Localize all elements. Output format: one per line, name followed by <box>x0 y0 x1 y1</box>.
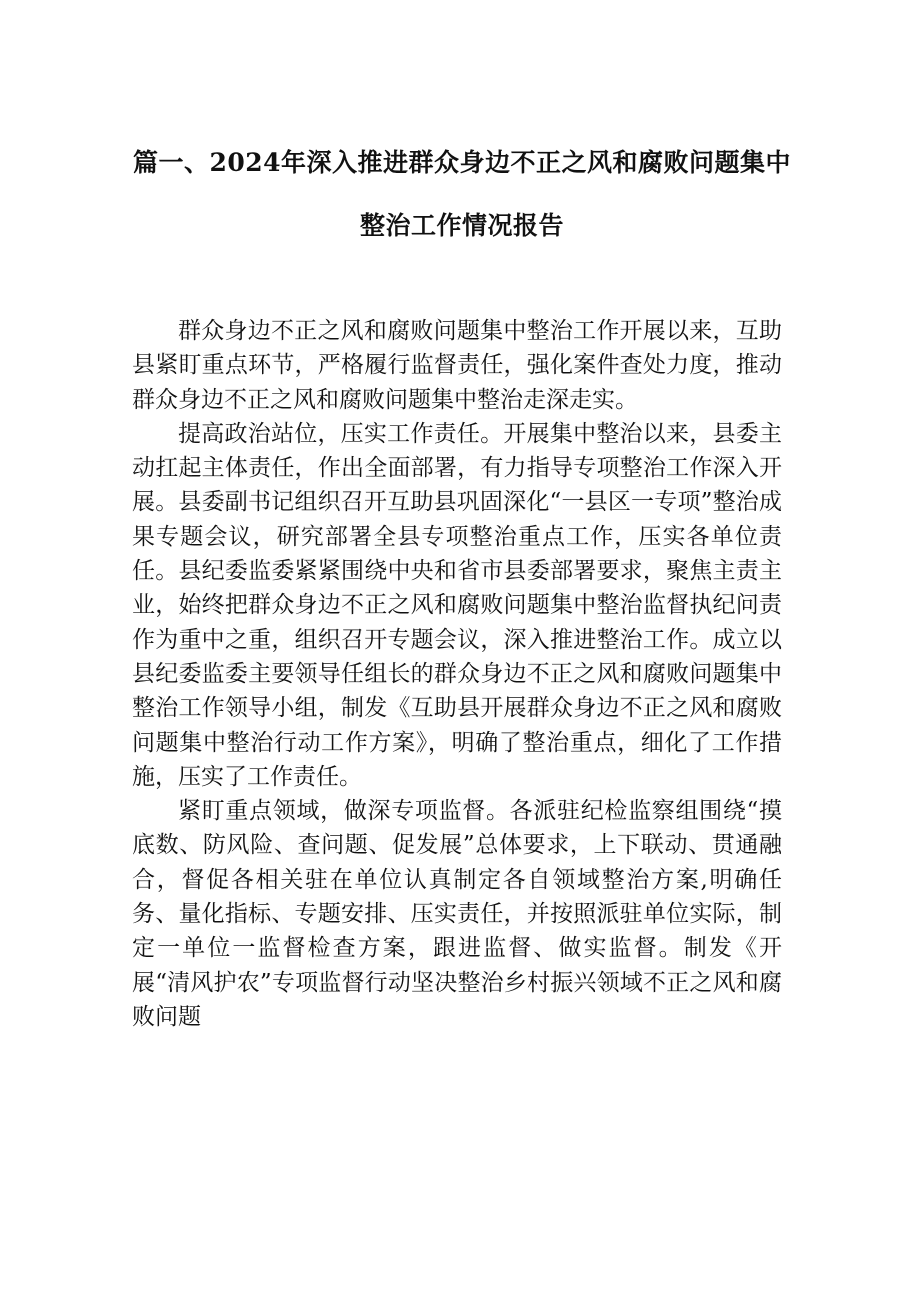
paragraph-intro: 群众身边不正之风和腐败问题集中整治工作开展以来，互助县紧盯重点环节，严格履行监督责任，强化案件查处力度，推动群众身边不正之风和腐败问题集中整治走深走实。 <box>132 318 782 413</box>
document-body <box>132 314 782 1034</box>
document-title-line-2: 整治工作情况报告 <box>359 211 564 240</box>
paragraph-key-areas: 紧盯重点领域，做深专项监督。各派驻纪检监察组围绕“摸底数、防风险、查问题、促发展”总体要求，上下联动、贯通融合，督促各相关驻在单位认真制定各自领域整治方案,明确任务、量化指标、专题安排、压实责任，并按照派驻单位实际，制定一单位一监督检查方案，跟进监督、做实监督。制发《开展“清风护农”专项监督行动坚决整治乡村振兴领域不正之风和腐败问题 <box>132 798 782 1030</box>
document-title-line-1: 篇一、2024年深入推进群众身边不正之风和腐败问题集中 <box>132 148 792 177</box>
paragraph-political-stance: 提高政治站位，压实工作责任。开展集中整治以来，县委主动扛起主体责任，作出全面部署，有力指导专项整治工作深入开展。县委副书记组织召开互助县巩固深化“一县区一专项”整治成果专题会议，研究部署全县专项整治重点工作，压实各单位责任。县纪委监委紧紧围绕中央和省市县委部署要求，聚焦主责主业，始终把群众身边不正之风和腐败问题集中整治监督执纪问责作为重中之重，组织召开专题会议，深入推进整治工作。成立以县纪委监委主要领导任组长的群众身边不正之风和腐败问题集中整治工作领导小组，制发《互助县开展群众身边不正之风和腐败问题集中整治行动工作方案》，明确了整治重点，细化了工作措施，压实了工作责任。 <box>132 420 782 790</box>
